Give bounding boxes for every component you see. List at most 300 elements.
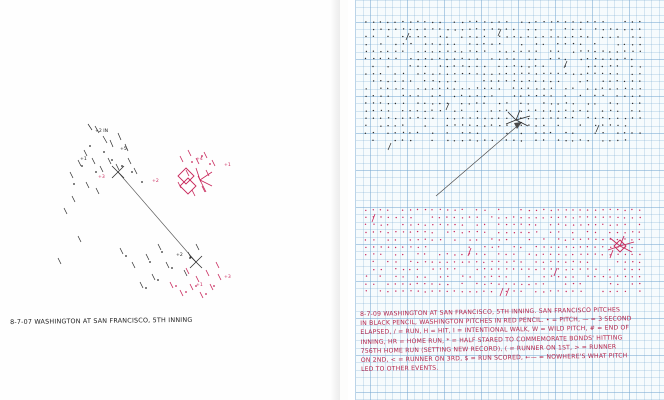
pitch-dot	[462, 65, 463, 66]
pitch-dot	[565, 21, 566, 22]
pitch-dot	[365, 217, 366, 218]
pitch-dot	[366, 290, 367, 291]
pitch-dot	[418, 239, 419, 240]
pitch-dot	[535, 291, 536, 292]
pitch-dot	[395, 239, 396, 240]
black-pitch-dots	[73, 145, 191, 289]
pitch-dot	[558, 217, 559, 218]
pitch-dot	[476, 51, 477, 52]
pitch-dot	[425, 225, 426, 226]
pitch-dot	[431, 110, 432, 111]
pitch-dot	[432, 232, 433, 233]
pitch-dot	[469, 36, 470, 37]
pitch-dot	[506, 58, 507, 59]
pitch-dot	[447, 51, 448, 52]
pitch-dot	[388, 96, 389, 97]
pitch-dot	[543, 95, 544, 96]
pitch-dot	[402, 51, 403, 52]
annotation-label: +4	[196, 157, 203, 162]
pitch-dot	[469, 117, 470, 118]
pitch-dot	[602, 95, 603, 96]
pitch-dot	[632, 21, 633, 22]
pitch-dot	[492, 28, 493, 29]
pitch-dot	[543, 283, 544, 284]
pitch-dot	[469, 88, 470, 89]
pitch-dot	[506, 73, 507, 74]
pitch-dot	[566, 209, 567, 210]
right-page-pitch-diagram	[348, 0, 664, 305]
pitch-dot	[543, 132, 544, 133]
pitch-dot	[417, 88, 418, 89]
pitch-dot	[520, 261, 521, 262]
pitch-dot	[477, 269, 478, 270]
pitch-dot	[631, 59, 632, 60]
pitch-dot	[506, 110, 507, 111]
pitch-dot	[454, 290, 455, 291]
pitch-dot	[439, 73, 440, 74]
pitch-dot	[506, 139, 507, 140]
pitch-dot	[594, 21, 595, 22]
pitch-dot	[373, 239, 374, 240]
pitch-dot	[543, 102, 544, 103]
pitch-dot	[632, 96, 633, 97]
pitch-dot	[632, 80, 633, 81]
pitch-dot	[506, 232, 507, 233]
pitch-dot	[373, 231, 374, 232]
pitch-dot	[528, 268, 529, 269]
pitch-dot	[535, 21, 536, 22]
pitch-dot	[476, 253, 477, 254]
pitch-dot	[380, 231, 381, 232]
pitch-dot	[395, 290, 396, 291]
pitch-dot	[594, 95, 595, 96]
pitch-dot	[528, 118, 529, 119]
trajectory-line	[118, 172, 196, 262]
pitch-dot	[483, 103, 484, 104]
pitch-dot	[462, 140, 463, 141]
pitch-dot	[617, 132, 618, 133]
pitch-dot	[425, 51, 426, 52]
pitch-dot	[424, 73, 425, 74]
pitch-dot	[543, 118, 544, 119]
pitch-dot	[580, 95, 581, 96]
pitch-dot	[365, 21, 366, 22]
pitch-dot	[387, 224, 388, 225]
pitch-dot	[610, 110, 611, 111]
pitch-dot	[447, 132, 448, 133]
pitch-dot	[610, 102, 611, 103]
pitch-dot	[498, 261, 499, 262]
pitch-dot	[588, 224, 589, 225]
pitch-dot	[462, 217, 463, 218]
pitch-dot	[484, 118, 485, 119]
pitch-dot	[491, 88, 492, 89]
pitch-dot	[587, 254, 588, 255]
pitch-dot	[366, 51, 367, 52]
pitch-dot	[521, 269, 522, 270]
pitch-dot	[373, 118, 374, 119]
pitch-dot	[365, 118, 366, 119]
pitch-dot	[557, 43, 558, 44]
pitch-dot	[639, 37, 640, 38]
pitch-dot	[432, 74, 433, 75]
pitch-dot	[617, 291, 618, 292]
pitch-dot	[447, 118, 448, 119]
pitch-dot	[418, 290, 419, 291]
pitch-dot	[520, 209, 521, 210]
pitch-dot	[587, 58, 588, 59]
pitch-dot	[535, 224, 536, 225]
pitch-dot	[551, 268, 552, 269]
pitch-dot	[462, 132, 463, 133]
pitch-dot	[521, 44, 522, 45]
pitch-dot	[395, 118, 396, 119]
pitch-dot	[432, 118, 433, 119]
pitch-dot	[373, 284, 374, 285]
pitch-dot	[373, 51, 374, 52]
pitch-dot	[543, 254, 544, 255]
pitch-dot	[580, 29, 581, 30]
pitch-dot	[558, 224, 559, 225]
pitch-dot	[617, 224, 618, 225]
pitch-dot	[402, 217, 403, 218]
pitch-dot	[477, 224, 478, 225]
pitch-dot	[439, 58, 440, 59]
pitch-dot	[469, 103, 470, 104]
pitch-dot	[462, 124, 463, 125]
pitch-dot	[431, 283, 432, 284]
pitch-dot	[477, 133, 478, 134]
pitch-dot	[394, 73, 395, 74]
pitch-dot	[513, 140, 514, 141]
annotation-label: +1	[196, 283, 203, 288]
pitch-dot	[639, 262, 640, 263]
caption-line-1: 8-7-09 WASHINGTON AT SAN FRANCISCO, 5TH INNING. SAN FRANCISCO PITCHES	[360, 306, 621, 318]
pitch-dot	[631, 254, 632, 255]
pitch-dot	[521, 224, 522, 225]
pitch-dot	[380, 96, 381, 97]
pitch-dot	[617, 80, 618, 81]
pitch-dot	[543, 44, 544, 45]
pitch-dot	[425, 291, 426, 292]
pitch-dot	[513, 29, 514, 30]
pitch-dot	[366, 275, 367, 276]
pitch-dot	[513, 216, 514, 217]
pitch-dot	[632, 231, 633, 232]
pitch-dot	[565, 254, 566, 255]
pitch-dot	[572, 232, 573, 233]
annotation-label: +5	[120, 147, 127, 152]
pitch-dot	[521, 22, 522, 23]
pitch-dot	[550, 36, 551, 37]
pitch-dot	[558, 209, 559, 210]
pitch-dot	[624, 96, 625, 97]
pitch-dot	[462, 291, 463, 292]
pitch-dot	[447, 284, 448, 285]
pitch-dot	[447, 140, 448, 141]
pitch-dot	[595, 28, 596, 29]
pitch-dot	[381, 269, 382, 270]
pitch-dot	[624, 210, 625, 211]
pitch-dot	[395, 276, 396, 277]
pitch-dot	[395, 247, 396, 248]
pitch-dot	[587, 21, 588, 22]
pitch-dot	[469, 43, 470, 44]
pitch-dot	[580, 36, 581, 37]
pitch-dot	[365, 96, 366, 97]
pitch-dot	[455, 29, 456, 30]
event-arrow	[436, 122, 522, 196]
pitch-dot	[543, 209, 544, 210]
pitch-dot	[572, 269, 573, 270]
pitch-dot	[550, 117, 551, 118]
pitch-dot	[440, 268, 441, 269]
pitch-dot	[632, 103, 633, 104]
pitch-dot	[632, 117, 633, 118]
pitch-dot	[602, 246, 603, 247]
pitch-dot	[520, 247, 521, 248]
pitch-dot	[395, 51, 396, 52]
pitch-dot	[409, 132, 410, 133]
pitch-dot	[565, 276, 566, 277]
pitch-dot	[454, 88, 455, 89]
pitch-dot	[572, 133, 573, 134]
pitch-dot	[580, 268, 581, 269]
pitch-dot	[580, 224, 581, 225]
pitch-dot	[387, 51, 388, 52]
pitch-dot	[536, 246, 537, 247]
pitch-dot	[602, 291, 603, 292]
pitch-dot	[528, 36, 529, 37]
pitch-dot	[447, 125, 448, 126]
pitch-dot	[373, 80, 374, 81]
pitch-dot	[387, 133, 388, 134]
pitch-dot	[425, 246, 426, 247]
pitch-dot	[484, 224, 485, 225]
pitch-dot	[432, 51, 433, 52]
pitch-dot	[454, 58, 455, 59]
pitch-dot	[425, 125, 426, 126]
pitch-dot	[595, 269, 596, 270]
pitch-dot	[388, 239, 389, 240]
pitch-dot	[603, 29, 604, 30]
pitch-dot	[380, 80, 381, 81]
pitch-dot	[476, 291, 477, 292]
pitch-dot	[631, 247, 632, 248]
pitch-dot	[550, 73, 551, 74]
pitch-dot	[624, 238, 625, 239]
pitch-dot	[454, 268, 455, 269]
pitch-dot	[424, 253, 425, 254]
pitch-dot	[528, 284, 529, 285]
pitch-dot	[402, 224, 403, 225]
pitch-dot	[469, 50, 470, 51]
pitch-dot	[506, 291, 507, 292]
pitch-dot	[617, 103, 618, 104]
pitch-dot	[595, 125, 596, 126]
pitch-dot	[410, 261, 411, 262]
pitch-dot	[439, 254, 440, 255]
pitch-dot	[617, 111, 618, 112]
pitch-dot	[447, 224, 448, 225]
pitch-dot	[639, 231, 640, 232]
pitch-dot	[588, 50, 589, 51]
pitch-dot	[595, 58, 596, 59]
pitch-dot	[373, 95, 374, 96]
pitch-dot	[514, 73, 515, 74]
pitch-dot	[580, 246, 581, 247]
page-gutter-shadow	[330, 0, 340, 400]
pitch-dot	[410, 239, 411, 240]
pitch-dot	[536, 231, 537, 232]
pitch-dot	[402, 124, 403, 125]
pitch-dot	[483, 291, 484, 292]
pitch-dot	[469, 125, 470, 126]
pitch-dot	[469, 216, 470, 217]
pitch-dot	[609, 51, 610, 52]
pitch-dot	[492, 247, 493, 248]
pitch-dot	[587, 111, 588, 112]
pitch-dot	[491, 80, 492, 81]
pitch-dot	[639, 28, 640, 29]
pitch-dot	[469, 66, 470, 67]
pitch-dot	[365, 239, 366, 240]
pitch-dot	[387, 88, 388, 89]
pitch-dot	[639, 21, 640, 22]
pitch-dot	[402, 21, 403, 22]
pitch-dot	[535, 81, 536, 82]
pitch-dot	[447, 276, 448, 277]
pitch-dot	[535, 65, 536, 66]
pitch-dot	[380, 73, 381, 74]
pitch-dot	[631, 239, 632, 240]
pitch-dot	[387, 210, 388, 211]
pitch-dot	[439, 284, 440, 285]
pitch-dot	[506, 283, 507, 284]
pitch-dot	[572, 36, 573, 37]
pitch-dot	[580, 74, 581, 75]
pitch-dot	[506, 276, 507, 277]
pitch-dot	[394, 22, 395, 23]
pitch-dot	[425, 118, 426, 119]
pitch-dot	[602, 254, 603, 255]
pitch-dot	[631, 110, 632, 111]
pitch-dot	[372, 140, 373, 141]
pitch-dot	[365, 102, 366, 103]
pitch-dot	[432, 216, 433, 217]
pitch-dot	[616, 29, 617, 30]
pitch-dot	[417, 29, 418, 30]
pitch-dot	[543, 268, 544, 269]
pitch-dot	[573, 247, 574, 248]
pitch-dot	[431, 140, 432, 141]
pitch-dot	[573, 52, 574, 53]
pitch-dot	[617, 51, 618, 52]
pitch-dot	[624, 58, 625, 59]
pitch-dot	[521, 111, 522, 112]
pitch-dot	[632, 276, 633, 277]
pitch-dot	[403, 132, 404, 133]
annotation-label: +1	[80, 157, 87, 162]
pitch-dot	[625, 88, 626, 89]
pitch-dot	[616, 95, 617, 96]
pitch-dot	[476, 261, 477, 262]
pitch-dot	[410, 209, 411, 210]
pitch-dot	[395, 103, 396, 104]
pitch-dot	[535, 110, 536, 111]
pitch-dot	[513, 224, 514, 225]
pitch-dot	[565, 110, 566, 111]
pitch-dot	[573, 103, 574, 104]
pitch-dot	[410, 43, 411, 44]
pitch-dot	[491, 95, 492, 96]
pitch-dot	[617, 73, 618, 74]
pitch-dot	[424, 80, 425, 81]
pitch-dot	[640, 88, 641, 89]
pitch-dot	[410, 80, 411, 81]
pitch-dot	[528, 103, 529, 104]
pitch-dot	[462, 117, 463, 118]
pitch-dot	[603, 217, 604, 218]
pitch-dot	[439, 44, 440, 45]
pitch-dot	[602, 224, 603, 225]
pitch-dot	[595, 89, 596, 90]
pitch-dot	[387, 36, 388, 37]
pitch-dot	[551, 247, 552, 248]
pitch-dot	[631, 209, 632, 210]
pitch-dot	[476, 28, 477, 29]
pitch-dot	[528, 95, 529, 96]
pitch-dot	[498, 118, 499, 119]
pitch-dot	[447, 103, 448, 104]
pitch-dot	[506, 224, 507, 225]
pitch-dot	[380, 290, 381, 291]
pitch-dot	[558, 81, 559, 82]
pitch-dot	[551, 21, 552, 22]
pitch-dot	[380, 102, 381, 103]
pitch-dot	[388, 247, 389, 248]
pitch-dot	[587, 268, 588, 269]
pitch-dot	[610, 291, 611, 292]
pitch-dot	[499, 103, 500, 104]
pitch-dot	[520, 291, 521, 292]
pitch-dot	[499, 36, 500, 37]
pitch-dot	[365, 224, 366, 225]
pitch-dot	[424, 277, 425, 278]
pitch-dot	[373, 58, 374, 59]
pitch-dot	[550, 58, 551, 59]
pitch-dot	[573, 217, 574, 218]
pitch-dot	[380, 126, 381, 127]
pitch-dot	[588, 140, 589, 141]
pitch-dot	[476, 73, 477, 74]
pitch-dot	[498, 224, 499, 225]
pitch-dot	[610, 73, 611, 74]
pitch-dot	[506, 21, 507, 22]
pitch-dot	[403, 269, 404, 270]
pitch-dot	[609, 216, 610, 217]
pitch-dot	[461, 95, 462, 96]
pitch-dot	[484, 139, 485, 140]
pitch-dot	[446, 59, 447, 60]
pitch-dot	[529, 210, 530, 211]
pitch-dot	[365, 254, 366, 255]
pitch-dot	[492, 140, 493, 141]
pitch-dot	[572, 209, 573, 210]
pitch-dot	[617, 140, 618, 141]
pitch-dot	[454, 111, 455, 112]
pitch-dot	[418, 247, 419, 248]
